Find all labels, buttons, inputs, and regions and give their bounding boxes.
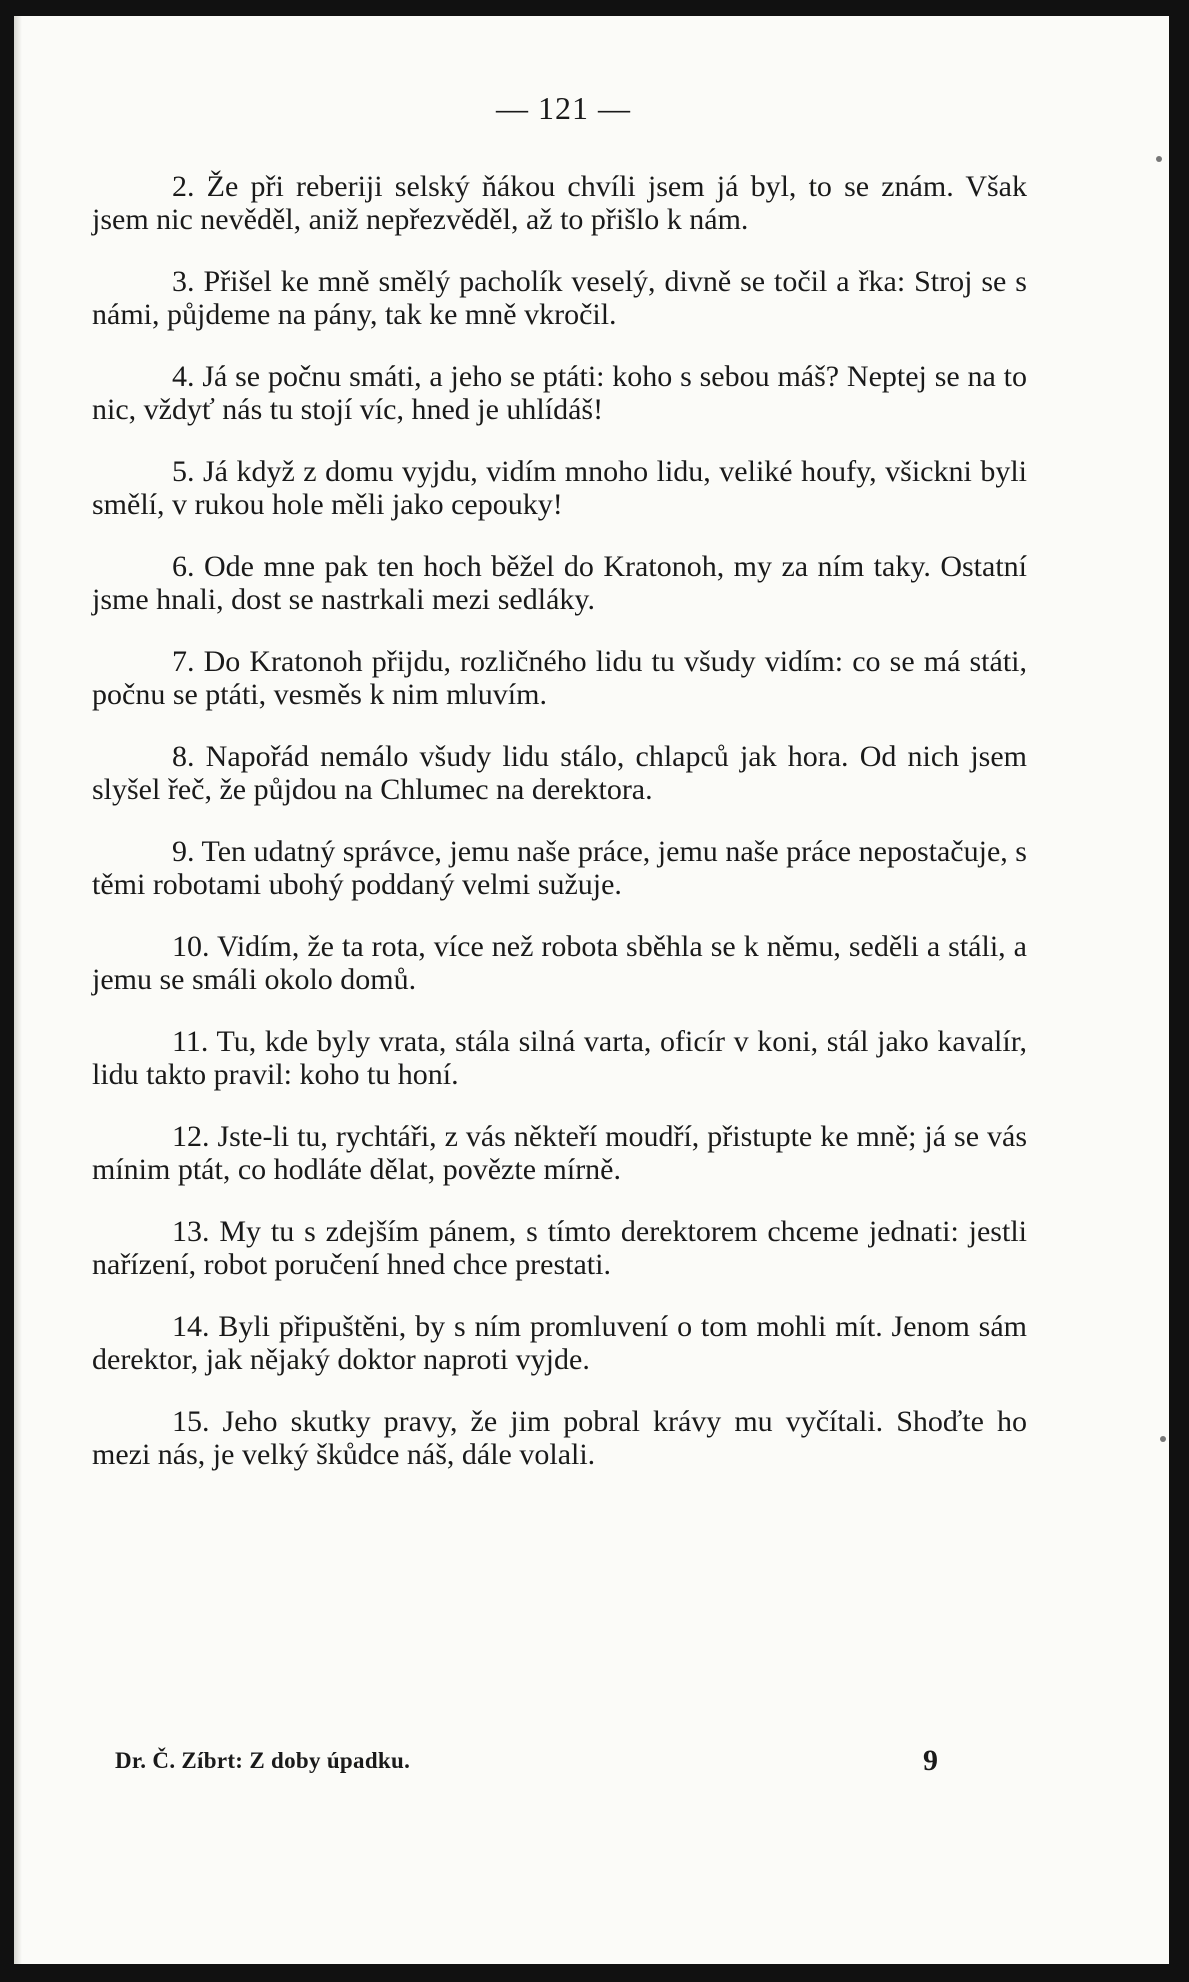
verse-8: 8. Napořád nemálo všudy lidu stálo, chlapců jak hora. Od nich jsem slyšel řeč, že půjdou na Chlumec na derektora.: [92, 740, 1027, 806]
verse-5: 5. Já když z domu vyjdu, vidím mnoho lidu, veliké houfy, všickni byli smělí, v rukou hole měli jako cepouky!: [92, 455, 1027, 521]
verse-13: 13. My tu s zdejším pánem, s tímto derektorem chceme jednati: jestli nařízení, robot poručení hned chce prestati.: [92, 1215, 1027, 1281]
scan-speck: [1156, 156, 1162, 162]
footer-author-title: Dr. Č. Zíbrt: Z doby úpadku.: [115, 1748, 411, 1773]
verse-12: 12. Jste-li tu, rychtáři, z vás někteří moudří, přistupte ke mně; já se vás mínim ptát, co hodláte dělat, povězte mírně.: [92, 1120, 1027, 1186]
verse-2: 2. Že při reberiji selský ňákou chvíli jsem já byl, to se znám. Však jsem nic nevěděl, aniž nepřezvěděl, až to přišlo k nám.: [92, 170, 1027, 236]
verse-14: 14. Byli připuštěni, by s ním promluvení o tom mohli mít. Jenom sám derektor, jak nějaký doktor naproti vyjde.: [92, 1310, 1027, 1376]
verse-15: 15. Jeho skutky pravy, že jim pobral krávy mu vyčítali. Shoďte ho mezi nás, je velký škůdce náš, dále volali.: [92, 1405, 1027, 1471]
verse-10: 10. Vidím, že ta rota, více než robota sběhla se k němu, seděli a stáli, a jemu se smáli okolo domů.: [92, 930, 1027, 996]
verse-4: 4. Já se počnu smáti, a jeho se ptáti: koho s sebou máš? Neptej se na to nic, vždyť nás tu stojí víc, hned je uhlídáš!: [92, 360, 1027, 426]
verse-9: 9. Ten udatný správce, jemu naše práce, jemu naše práce nepostačuje, s těmi robotami ubohý poddaný velmi sužuje.: [92, 835, 1027, 901]
verse-3: 3. Přišel ke mně smělý pacholík veselý, divně se točil a řka: Stroj se s námi, půjdeme na pány, tak ke mně vkročil.: [92, 265, 1027, 331]
verse-7: 7. Do Kratonoh přijdu, rozličného lidu tu všudy vidím: co se má státi, počnu se ptáti, vesměs k nim mluvím.: [92, 645, 1027, 711]
page-gutter-edge: [14, 16, 22, 1964]
page-content: [92, 90, 1027, 1501]
scan-speck: [1160, 1436, 1166, 1442]
verse-6: 6. Ode mne pak ten hoch běžel do Kratonoh, my za ním taky. Ostatní jsme hnali, dost se nastrkali mezi sedláky.: [92, 550, 1027, 616]
sheet-signature-mark: 9: [923, 1744, 938, 1777]
verse-11: 11. Tu, kde byly vrata, stála silná varta, oficír v koni, stál jako kavalír, lidu takto pravil: koho tu honí.: [92, 1025, 1027, 1091]
page-number: — 121 —: [496, 90, 631, 126]
